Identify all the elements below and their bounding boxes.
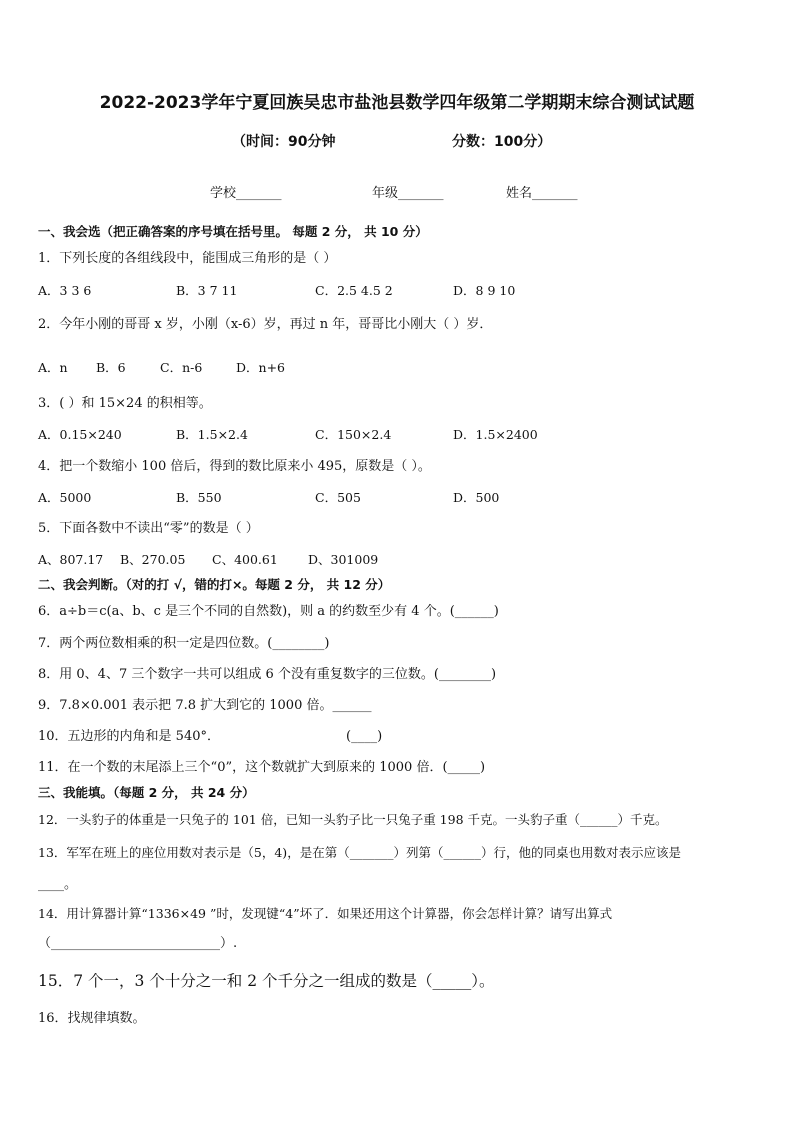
- q4-option-b: B．550: [176, 490, 222, 505]
- q5-option-d: D、301009: [308, 552, 379, 567]
- q3-option-b: B．1.5×2.4: [176, 427, 248, 442]
- question-13-line-1: 13．军军在班上的座位用数对表示是（5，4)，是在第（_______）列第（______）行，他的同桌也用数对表示应该是: [38, 845, 681, 860]
- school-field: 学校_______: [210, 186, 282, 201]
- name-field: 姓名_______: [506, 186, 578, 201]
- question-6: 6．a÷b＝c(a、b、c 是三个不同的自然数)，则 a 的约数至少有 4 个。(______): [38, 604, 499, 619]
- question-5: 5．下面各数中不读出“零”的数是（ ）: [38, 521, 259, 536]
- question-14-line-1: 14．用计算器计算“1336×49 ”时，发现键“4”坏了．如果还用这个计算器，你会怎样计算？请写出算式: [38, 906, 613, 921]
- section-1-heading: 一、我会选（把正确答案的序号填在括号里。 每题 2 分， 共 10 分）: [38, 224, 428, 239]
- grade-field: 年级_______: [372, 186, 444, 201]
- question-16: 16．找规律填数。: [38, 1011, 146, 1026]
- question-15: 15．7 个一，3 个十分之一和 2 个千分之一组成的数是（_____）。: [38, 972, 495, 990]
- q2-option-c: C．n-6: [160, 360, 203, 375]
- question-11: 11．在一个数的末尾添上三个“0”，这个数就扩大到原来的 1000 倍．(_____): [38, 760, 486, 775]
- question-9: 9．7.8×0.001 表示把 7.8 扩大到它的 1000 倍。______: [38, 698, 372, 713]
- section-3-heading: 三、我能填。（每题 2 分， 共 24 分）: [38, 785, 255, 800]
- q1-option-b: B．3 7 11: [176, 283, 238, 298]
- question-7: 7．两个两位数相乘的积一定是四位数。(________): [38, 636, 330, 651]
- q5-option-b: B、270.05: [120, 552, 186, 567]
- exam-time: （时间：90分钟: [232, 134, 336, 150]
- q2-option-b: B．6: [96, 360, 126, 375]
- q3-option-a: A．0.15×240: [38, 427, 122, 442]
- q1-option-d: D．8 9 10: [453, 283, 516, 298]
- section-2-heading: 二、我会判断。（对的打 √，错的打×。每题 2 分， 共 12 分）: [38, 577, 391, 592]
- question-10-blank: (____): [346, 729, 383, 744]
- question-2: 2．今年小刚的哥哥 x 岁，小刚（x-6）岁，再过 n 年，哥哥比小刚大（ ）岁．: [38, 317, 493, 332]
- question-13-line-2: ____。: [38, 877, 78, 892]
- q1-option-a: A．3 3 6: [38, 283, 92, 298]
- exam-title: 2022-2023学年宁夏回族吴忠市盐池县数学四年级第二学期期末综合测试试题: [99, 93, 695, 113]
- question-4: 4．把一个数缩小 100 倍后，得到的数比原来小 495，原数是（ ）。: [38, 459, 431, 474]
- q4-option-a: A．5000: [38, 490, 92, 505]
- q4-option-d: D．500: [453, 490, 500, 505]
- question-14-line-2: （__________________________）.: [38, 936, 238, 951]
- q1-option-c: C．2.5 4.5 2: [315, 283, 393, 298]
- q4-option-c: C．505: [315, 490, 361, 505]
- q3-option-c: C．150×2.4: [315, 427, 392, 442]
- question-3: 3．( ）和 15×24 的积相等。: [38, 396, 212, 411]
- q5-option-c: C、400.61: [212, 552, 278, 567]
- question-8: 8．用 0、4、7 三个数字一共可以组成 6 个没有重复数字的三位数。(________): [38, 667, 497, 682]
- q5-option-a: A、807.17: [38, 552, 104, 567]
- q3-option-d: D．1.5×2400: [453, 427, 538, 442]
- question-10: 10．五边形的内角和是 540°．: [38, 729, 220, 744]
- exam-score: 分数：100分）: [452, 134, 552, 150]
- q2-option-a: A．n: [38, 360, 68, 375]
- question-12: 12．一头豹子的体重是一只兔子的 101 倍，已知一头豹子比一只兔子重 198 千克。一头豹子重（______）千克。: [38, 812, 668, 827]
- q2-option-d: D．n+6: [236, 360, 285, 375]
- question-1: 1．下列长度的各组线段中，能围成三角形的是（ ）: [38, 251, 337, 266]
